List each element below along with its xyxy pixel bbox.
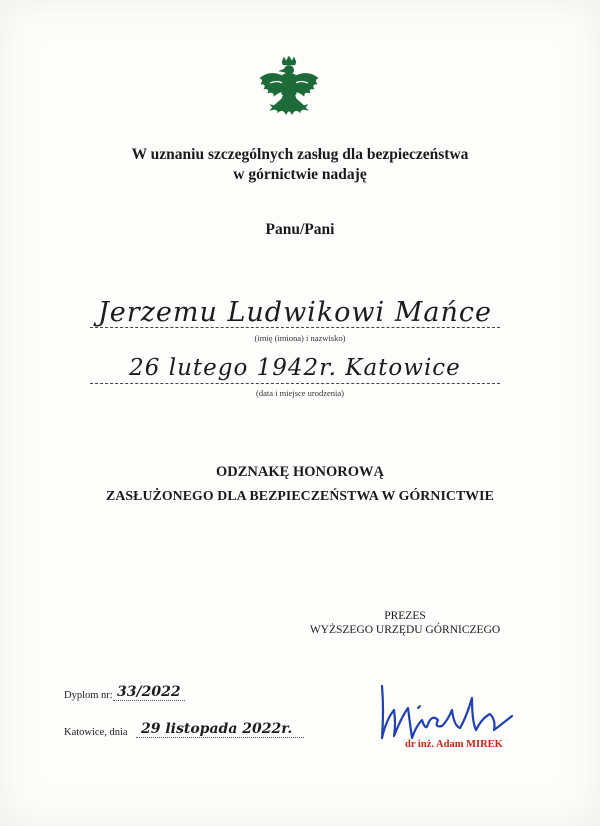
salutation: Panu/Pani [265, 221, 335, 238]
diploma-number-line [113, 700, 185, 701]
birth-info-line [90, 383, 500, 384]
diploma-number-label: Dyplom nr: [64, 690, 113, 701]
signatory-name-stamp: dr inż. Adam MIREK [405, 739, 503, 750]
polish-eagle-emblem-icon [256, 56, 322, 128]
issue-date-value: 29 listopada 2022r. [141, 721, 293, 737]
birth-info-caption: (data i miejsce urodzenia) [255, 388, 345, 398]
issue-date-label: Katowice, dnia [64, 727, 128, 738]
intro-line-2: w górnictwie nadaję [233, 166, 367, 183]
intro-line-1: W uznaniu szczególnych zasług dla bezpieczeństwa [131, 146, 469, 163]
signatory-organization: WYŻSZEGO URZĘDU GÓRNICZEGO [309, 624, 501, 636]
issue-date-line [136, 737, 304, 738]
recipient-name: Jerzemu Ludwikowi Mańce [97, 297, 492, 328]
intro-text [0, 145, 600, 185]
recipient-name-line [90, 327, 500, 328]
diploma-number-value: 33/2022 [117, 684, 181, 700]
signatory-title: PREZES [384, 610, 426, 622]
award-title: ODZNAKĘ HONOROWĄ [216, 464, 384, 480]
recipient-name-caption: (imię (imiona) i nazwisko) [254, 333, 346, 343]
birth-info: 26 lutego 1942r. Katowice [129, 355, 461, 381]
award-subtitle: ZASŁUŻONEGO DLA BEZPIECZEŃSTWA W GÓRNICTWIE [106, 488, 494, 503]
